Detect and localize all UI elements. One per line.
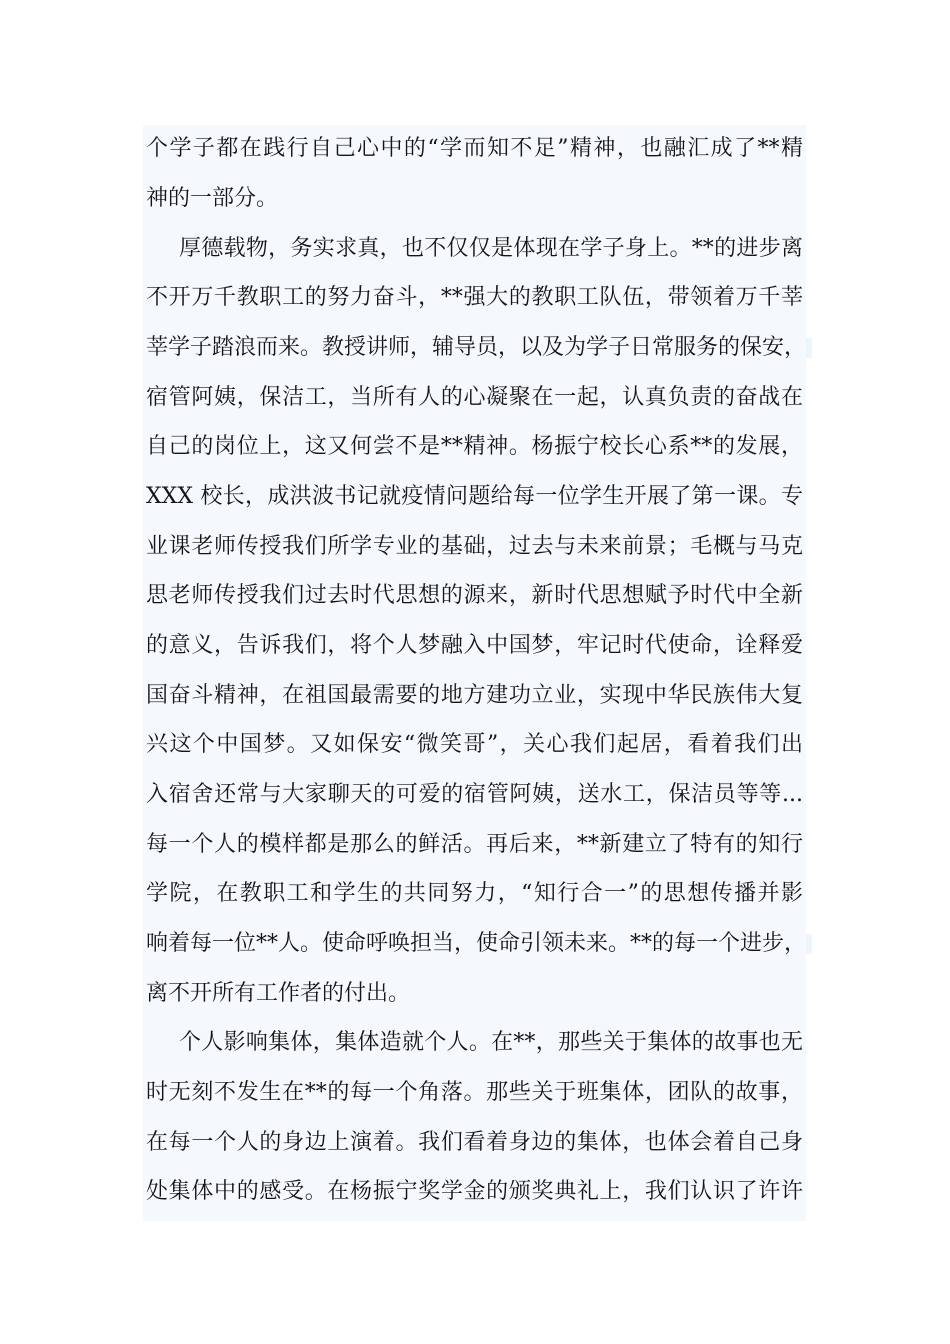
text-line: 不开万千教职工的努力奋斗，**强大的教职工队伍，带领着万千莘 (146, 285, 803, 310)
text-line: 学院，在教职工和学生的共同努力，“知行合一”的思想传播并影 (146, 881, 803, 906)
text-line: 自己的岗位上，这又何尝不是**精神。杨振宁校长心系**的发展， (146, 434, 803, 459)
text-line: 思老师传授我们过去时代思想的源来，新时代思想赋予时代中全新 (146, 583, 803, 608)
text-line: 国奋斗精神，在祖国最需要的地方建功立业，实现中华民族伟大复 (146, 683, 803, 708)
text-line: 离不开所有工作者的付出。 (146, 981, 411, 1006)
text-line: 神的一部分。 (146, 186, 279, 211)
text-line: 莘学子踏浪而来。教授讲师，辅导员，以及为学子日常服务的保安， (146, 335, 807, 360)
text-line: 处集体中的感受。在杨振宁奖学金的颁奖典礼上，我们认识了许许 (146, 1179, 803, 1204)
text-line: 个人影响集体，集体造就个人。在**，那些关于集体的故事也无 (179, 1030, 803, 1055)
text-line: 个学子都在践行自己心中的“学而知不足”精神，也融汇成了**精 (146, 136, 803, 161)
text-line: 的意义，告诉我们，将个人梦融入中国梦，牢记时代使命，诠释爱 (146, 633, 803, 658)
text-line: 在每一个人的身边上演着。我们看着身边的集体，也体会着自己身 (146, 1130, 803, 1155)
text-line: 业课老师传授我们所学专业的基础，过去与未来前景；毛概与马克 (146, 534, 803, 559)
text-line: XXX 校长，成洪波书记就疫情问题给每一位学生开展了第一课。专 (146, 484, 803, 509)
margin-mark (806, 934, 812, 954)
text-line: 宿管阿姨，保洁工，当所有人的心凝聚在一起，认真负责的奋战在 (146, 385, 803, 410)
text-line: 每一个人的模样都是那么的鲜活。再后来，**新建立了特有的知行 (146, 832, 803, 857)
text-line: 响着每一位**人。使命呼唤担当，使命引领未来。**的每一个进步， (146, 931, 807, 956)
text-line: 兴这个中国梦。又如保安“微笑哥”，关心我们起居，看着我们出 (146, 732, 803, 757)
margin-mark (806, 338, 812, 358)
document-body (143, 125, 806, 1221)
text-line: 厚德载物，务实求真，也不仅仅是体现在学子身上。**的进步离 (179, 236, 803, 261)
text-line: 时无刻不发生在**的每一个角落。那些关于班集体，团队的故事， (146, 1080, 803, 1105)
text-line: 入宿舍还常与大家聊天的可爱的宿管阿姨，送水工，保洁员等等... (146, 782, 803, 807)
